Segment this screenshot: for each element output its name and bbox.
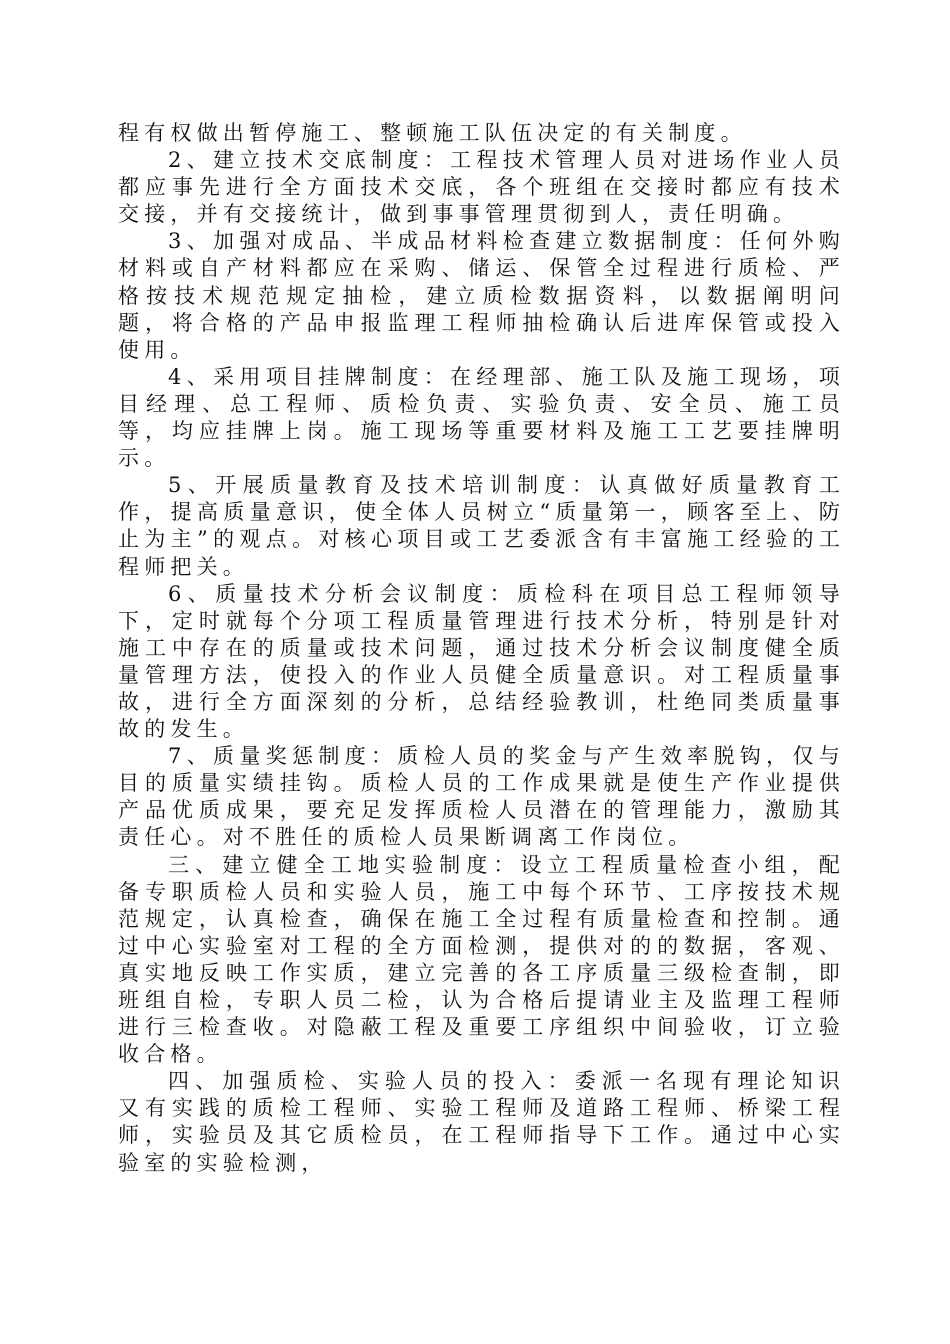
paragraph-8: 三、建立健全工地实验制度：设立工程质量检查小组，配备专职质检人员和实验人员，施工中每个环节、工序按技术规范规定，认真检查，确保在施工全过程有质量检查和控制。通过中心实验室对工程的全方面检测，提供对的的数据，客观、真实地反映工作实质，建立完善的各工序质量三级检查制，即班组自检，专职人员二检，认为合格后提请业主及监理工程师进行三检查收。对隐蔽工程及重要工序组织中间验收，订立验收合格。 — [118, 852, 845, 1067]
paragraph-6: 6、质量技术分析会议制度：质检科在项目总工程师领导下，定时就每个分项工程质量管理进行技术分析，特别是针对施工中存在的质量或技术问题，通过技术分析会议制度健全质量管理方法，使投入的作业人员健全质量意识。对工程质量事故，进行全方面深刻的分析，总结经验教训，杜绝同类质量事故的发生。 — [118, 581, 845, 742]
paragraph-9: 四、加强质检、实验人员的投入：委派一名现有理论知识又有实践的质检工程师、实验工程师及道路工程师、桥梁工程师，实验员及其它质检员，在工程师指导下工作。通过中心实验室的实验检测， — [118, 1069, 845, 1175]
paragraph-5: 5、开展质量教育及技术培训制度：认真做好质量教育工作，提高质量意识，使全体人员树立“质量第一，顾客至上、防止为主”的观点。对核心项目或工艺委派含有丰富施工经验的工程师把关。 — [118, 473, 845, 579]
paragraph-7: 7、质量奖惩制度：质检人员的奖金与产生效率脱钩，仅与目的质量实绩挂钩。质检人员的工作成果就是使生产作业提供产品优质成果，要充足发挥质检人员潜在的管理能力，激励其责任心。对不胜任的质检人员果断调离工作岗位。 — [118, 744, 845, 850]
paragraph-4: 4、采用项目挂牌制度：在经理部、施工队及施工现场，项目经理、总工程师、质检负责、实验负责、安全员、施工员等，均应挂牌上岗。施工现场等重要材料及施工工艺要挂牌明示。 — [118, 364, 845, 471]
paragraph-3: 3、加强对成品、半成品材料检查建立数据制度：任何外购材料或自产材料都应在采购、储运、保管全过程进行质检、严格按技术规范规定抽检，建立质检数据资料，以数据阐明问题，将合格的产品申报监理工程师抽检确认后进库保管或投入使用。 — [118, 229, 845, 362]
paragraph-1: 程有权做出暂停施工、整顿施工队伍决定的有关制度。 — [118, 121, 747, 145]
document-body — [118, 120, 845, 1177]
paragraph-2: 2、建立技术交底制度：工程技术管理人员对进场作业人员都应事先进行全方面技术交底，各个班组在交接时都应有技术交接，并有交接统计，做到事事管理贯彻到人，责任明确。 — [118, 148, 845, 227]
